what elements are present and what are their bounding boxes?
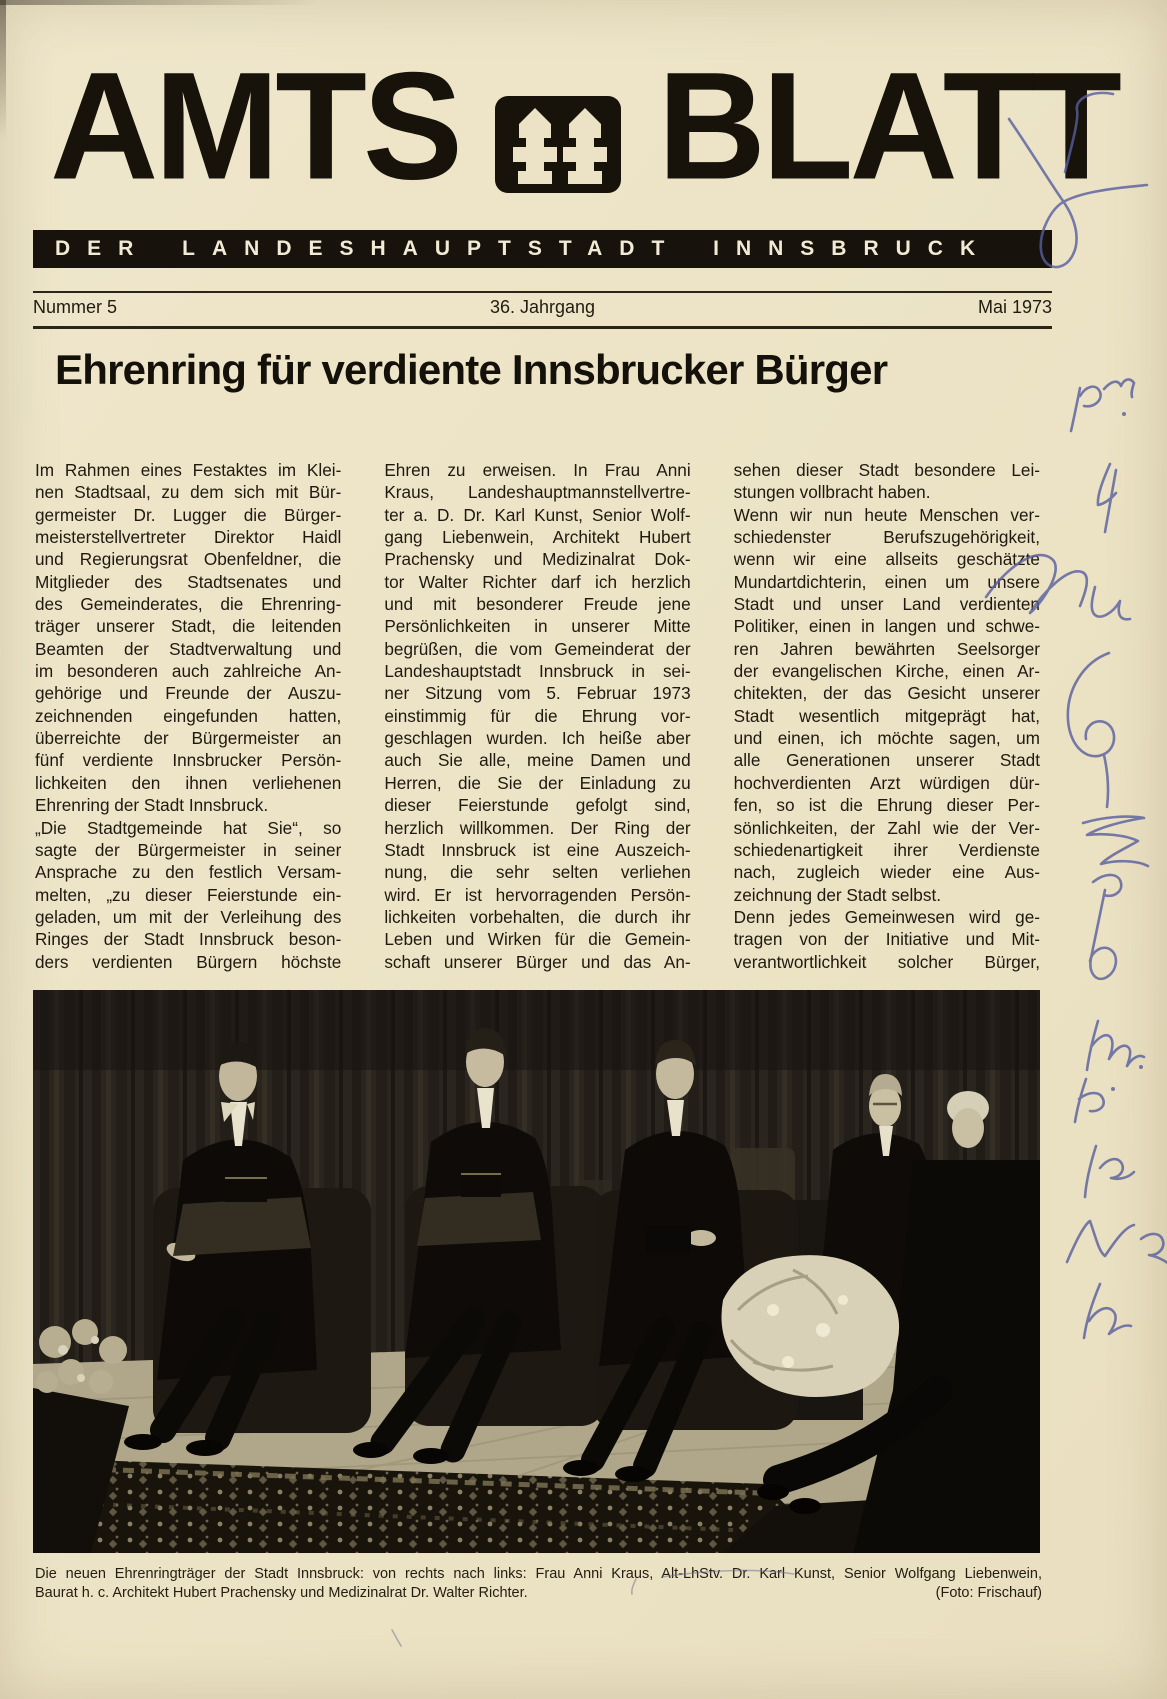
issue-date: Mai 1973 [977,297,1053,317]
scan-edge-shadow-left [0,0,6,140]
article-line: Mundartdichterin, einen um unsere [733,571,1040,592]
article-line: Prachensky und Medizinalrat Dok- [384,549,691,570]
article-line: wird. Er ist hervorragenden Persön- [384,884,691,905]
article-line: tor Walter Richter darf ich herzlich [384,571,691,592]
article-line: und mit besonderer Freude jene [384,594,691,615]
article-line: ren Jahren bewährten Seelsorger [733,638,1040,659]
rule-above-issue-line [33,291,1052,293]
article-line: wenn wir eine allseits geschätzte [733,549,1040,570]
article-line: Denn jedes Gemeinwesen wird ge- [733,906,1040,927]
issue-volume: 36. Jahrgang [489,297,596,317]
issue-line [33,297,1052,318]
masthead-subtitle: DER LANDESHAUPTSTADT INNSBRUCK [55,237,993,260]
article-line: Beamten der Stadtverwaltung und [35,638,342,659]
article-line: Wenn wir nun heute Menschen ver- [733,504,1040,525]
issue-number: Nummer 5 [33,297,118,317]
article-column-3 [734,459,1040,973]
article-line: fen, so ist die Ehrung dieser Per- [733,795,1040,816]
article-line: schaft unserer Bürger und das An- [384,951,691,972]
article-line: geschlagen wurden. Ich heiße aber [384,728,691,749]
photo [33,990,1040,1553]
masthead-title-left: AMTS [50,39,459,212]
article-line: Leben und Wirken für die Gemein- [384,929,691,950]
article-line: Politiker, einen in langen und schwe- [733,616,1040,637]
rule-below-issue-line [33,326,1052,329]
article-line: nach, zugleich wieder eine Aus- [733,862,1040,883]
masthead-subtitle-bar [33,230,1052,268]
article-line: stungen vollbracht haben. [733,482,931,503]
article-line: träger unserer Stadt, die leitenden [35,616,342,637]
article-line: chitekten, der das Gesicht unserer [733,683,1040,704]
article-line: Stadt wesentlich mitgeprägt hat, [733,705,1040,726]
scan-edge-shadow-top [0,0,320,5]
article-line: Im Rahmen eines Festaktes im Klei- [35,460,342,480]
article-line: Ehrenring der Stadt Innsbruck. [35,795,269,816]
article-line: der evangelischen Kirche, einen Ar- [733,661,1040,682]
photo-caption-line2: Baurat h. c. Architekt Hubert Prachensky und Medizinalrat Dr. Walter Richter. [35,1585,528,1601]
article-line: Stadt und unser Land verdienten [733,594,1040,615]
article-column-2 [384,459,690,973]
article-column-1 [35,459,341,973]
article-line: melten, „zu dieser Feierstunde ein- [35,884,342,905]
article-line: Ehren zu erweisen. In Frau Anni [384,460,691,480]
article-line: und einen, ich möchte sagen, um [733,728,1040,749]
article-line: Mitglieder des Stadtsenates und [35,571,342,592]
article-line: sagte der Bürgermeister in seiner [35,839,342,860]
article-line: sönlichkeiten, der Zahl wie der Ver- [733,817,1040,838]
article-line: auch Sie alle, meine Damen und [384,750,691,771]
photo-caption-line1: Die neuen Ehrenringträger der Stadt Innsbruck: von rechts nach links: Frau Anni Kraus, Alt-LhStv. Dr. Karl Kunst, Senior Wolfgang Liebenwein, [35,1566,1042,1582]
photo-illustration [33,990,1040,1553]
photo-caption [35,1565,1042,1603]
article-line: ter a. D. Dr. Karl Kunst, Senior Wolf- [384,504,691,525]
article-line: im besonderen auch zahlreiche An- [35,661,342,682]
article-line: Stadt Innsbruck ist eine Auszeich- [384,839,691,860]
article-line: begrüßen, die vom Gemeinderat der [384,638,691,659]
article-line: einstimmig für die Ehrung vor- [384,705,691,726]
article-line: nen Stadtsaal, zu dem sich mit Bür- [35,482,342,503]
article-line: herzlich willkommen. Der Ring der [384,817,691,838]
article-line: Landeshauptstadt Innsbruck in sei- [384,661,691,682]
article-line: nung, die sehr selten verliehen [384,862,691,883]
article-line: Herren, die Sie der Einladung zu [384,772,691,793]
article-line: Kraus, Landeshauptmannstellvertre- [384,482,691,503]
article-line: gehörige und Freunde der Auszu- [35,683,342,704]
article-line: Ringes der Stadt Innsbruck beson- [35,929,342,950]
article-line: gang Liebenwein, Architekt Hubert [384,527,691,548]
article-line: und Regierungsrat Obenfeldner, die [35,549,342,570]
article-line: ders verdienten Bürgern höchste [35,951,342,972]
photo-credit: (Foto: Frischauf) [935,1585,1042,1601]
article-line: „Die Stadtgemeinde hat Sie“, so [35,817,342,838]
article-line: schiedenster Berufszugehörigkeit, [733,527,1040,548]
innsbruck-city-arms-icon [495,96,621,198]
article-line: Persönlichkeiten in unserer Mitte [384,616,691,637]
article-line: geladen, um mit der Verleihung des [35,906,342,927]
article-line: des Gemeinderates, die Ehrenring- [35,594,342,615]
article-line: fünf verdiente Innsbrucker Persön- [35,750,342,771]
article-line: Ansprache zu den festlich Versam- [35,862,342,883]
article-line: alle Generationen unserer Stadt [733,750,1040,771]
article-line: überreichte der Bürgermeister an [35,728,342,749]
article-line: lichkeiten den ihnen verliehenen [35,772,342,793]
article-line: sehen dieser Stadt besondere Lei- [733,460,1040,480]
article-line: tragen von der Initiative und Mit- [733,929,1040,950]
article-line: lichkeiten vorbehalten, die durch ihr [384,906,691,927]
masthead-title-right: BLATT [657,39,1118,212]
article-line: meisterstellvertreter Direktor Haidl [35,527,342,548]
article-headline: Ehrenring für verdiente Innsbrucker Bürger [55,346,888,393]
article-line: schiedenartigkeit ihrer Verdienste [733,839,1040,860]
masthead [50,39,1118,212]
article-line: verantwortlichkeit solcher Bürger, [733,951,1040,972]
article-line: zeichnung der Stadt selbst. [733,884,941,905]
article-line: ner Sitzung vom 5. Februar 1973 [384,683,691,704]
article-line: germeister Dr. Lugger die Bürger- [35,504,342,525]
article-line: zeichnenden eingefunden hatten, [35,705,342,726]
article-line: hochverdienten Arzt würdigen dür- [733,772,1040,793]
article-body [35,459,1040,973]
article-line: dieser Feierstunde gefolgt sind, [384,795,691,816]
